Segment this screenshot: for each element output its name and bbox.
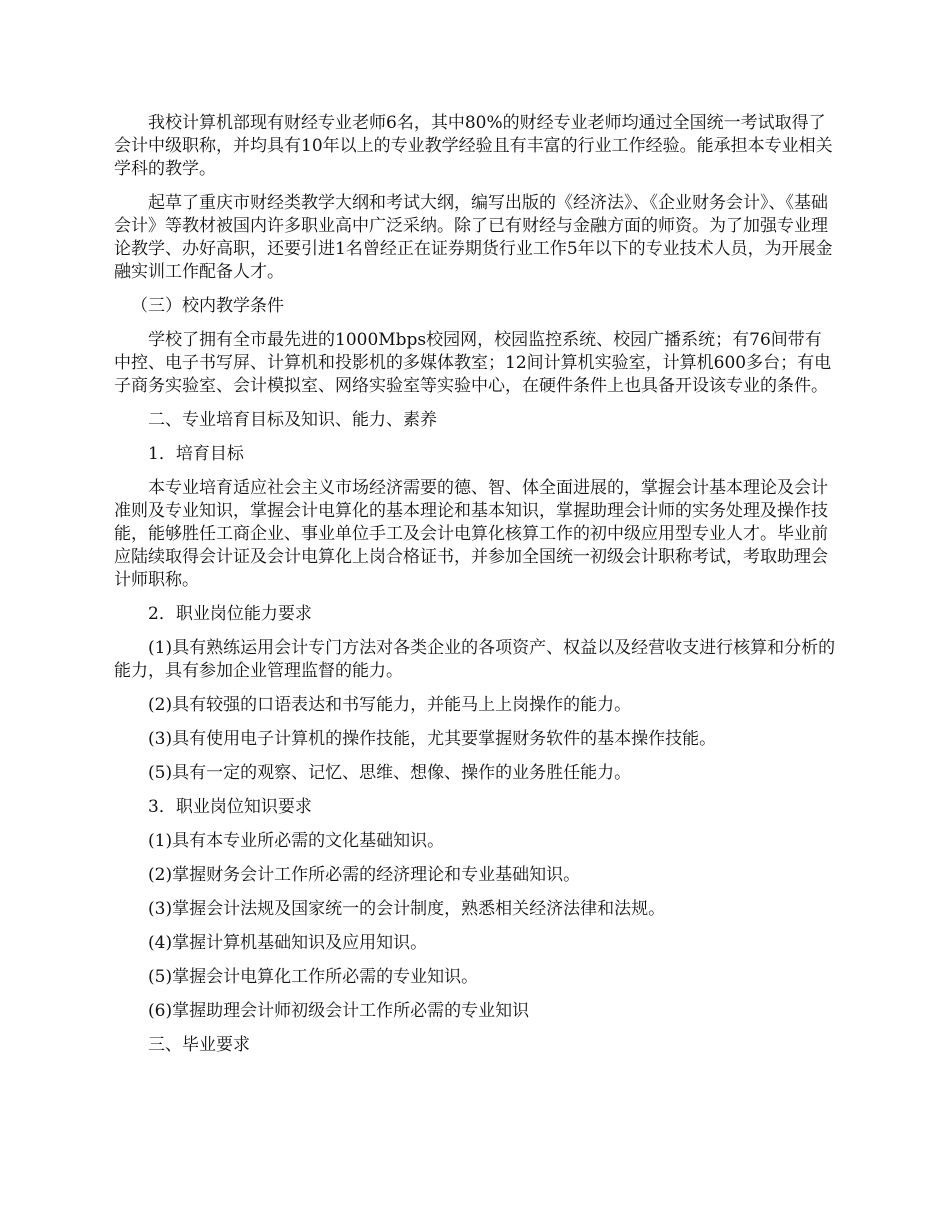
heading-section-3: 三、毕业要求: [148, 1035, 250, 1055]
heading-knowledge-requirements: 3．职业岗位知识要求: [148, 797, 312, 817]
paragraph-faculty: 我校计算机部现有财经专业老师6名，其中80%的财经专业老师均通过全国统一考试取得了会计中级职称，并均具有10年以上的专业教学经验且有丰富的行业工作经验。能承担本专业相关学科的教学。: [114, 113, 833, 179]
document-body: [114, 112, 838, 1068]
list-item: (6)掌握助理会计师初级会计工作所必需的专业知识: [148, 1001, 530, 1021]
heading-ability-requirements: 2．职业岗位能力要求: [148, 604, 312, 624]
list-item: (1)具有熟练运用会计专门方法对各类企业的各项资产、权益以及经营收支进行核算和分析的能力，具有参加企业管理监督的能力。: [114, 638, 836, 681]
list-item: (2)掌握财务会计工作所必需的经济理论和专业基础知识。: [148, 865, 581, 885]
list-item: (5)具有一定的观察、记忆、思维、想像、操作的业务胜任能力。: [148, 763, 632, 783]
paragraph-textbooks: 起草了重庆市财经类教学大纲和考试大纲，编写出版的《经济法》、《企业财务会计》、《基础会计》等教材被国内许多职业高中广泛采纳。除了已有财经与金融方面的师资。为了加强专业理论教学、办好高职，还要引进1名曾经正在证券期货行业工作5年以下的专业技术人员，为开展金融实训工作配备人才。: [114, 193, 833, 282]
paragraph-training-goal: 本专业培育适应社会主义市场经济需要的德、智、体全面进展的，掌握会计基本理论及会计准则及专业知识，掌握会计电算化的基本理论和基本知识，掌握助理会计师的实务处理及操作技能，能够胜任工商企业、事业单位手工及会计电算化核算工作的初中级应用型专业人才。毕业前应陆续取得会计证及会计电算化上岗合格证书，并参加全国统一初级会计职称考试，考取助理会计师职称。: [114, 478, 828, 590]
list-item: (1)具有本专业所必需的文化基础知识。: [148, 831, 445, 851]
list-item: (2)具有较强的口语表达和书写能力，并能马上上岗操作的能力。: [148, 695, 632, 715]
heading-training-goal: 1．培育目标: [148, 444, 244, 464]
list-item: (3)掌握会计法规及国家统一的会计制度，熟悉相关经济法律和法规。: [148, 899, 666, 919]
heading-teaching-conditions: （三）校内教学条件: [131, 296, 284, 316]
list-item: (3)具有使用电子计算机的操作技能，尤其要掌握财务软件的基本操作技能。: [148, 729, 717, 749]
paragraph-facilities: 学校了拥有全市最先进的1000Mbps校园网，校园监控系统、校园广播系统；有76间带有中控、电子书写屏、计算机和投影机的多媒体教室；12间计算机实验室，计算机600多台；有电子商务实验室、会计模拟室、网络实验室等实验中心，在硬件条件上也具备开设该专业的条件。: [114, 330, 832, 396]
list-item: (4)掌握计算机基础知识及应用知识。: [148, 933, 428, 953]
list-item: (5)掌握会计电算化工作所必需的专业知识。: [148, 967, 479, 987]
heading-section-2: 二、专业培育目标及知识、能力、素养: [148, 410, 437, 430]
